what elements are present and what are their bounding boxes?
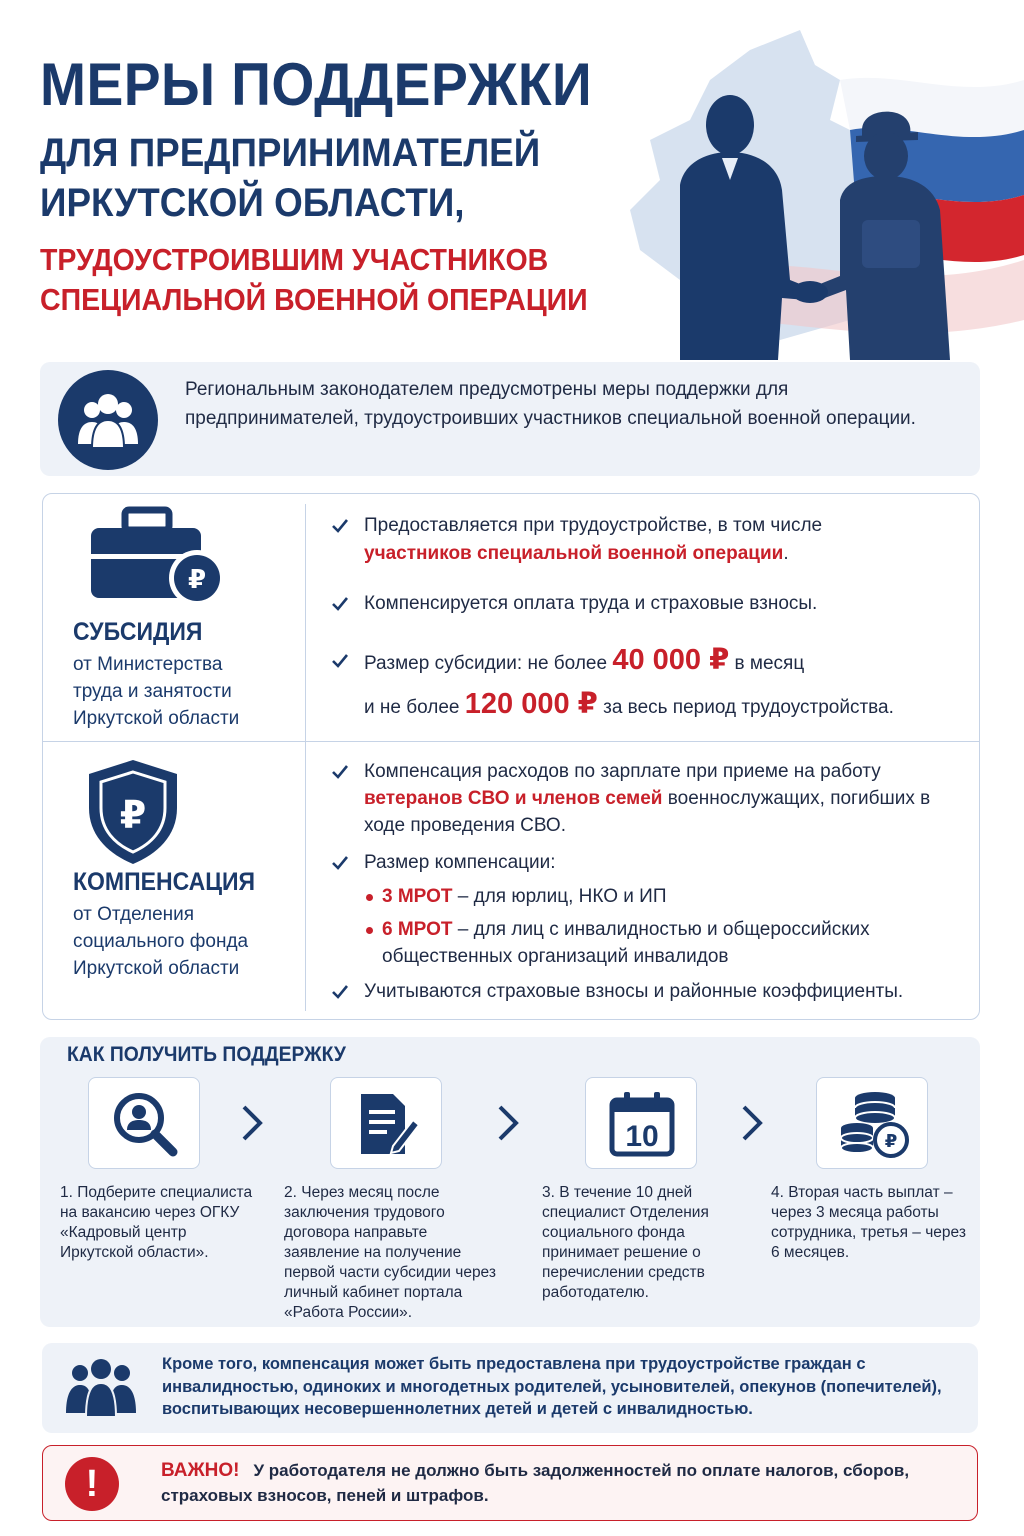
rate-text: – для лиц с инвалидностью и общероссийских общественных организаций инвалидов [382,919,870,967]
compensation-bullets [328,758,968,1006]
people-group-icon [58,370,158,470]
people-group-icon [64,1357,138,1419]
support-measures-card [42,493,980,1020]
how-to-title: КАК ПОЛУЧИТЬ ПОДДЕРЖКУ [67,1043,346,1066]
subtitle-line-1: ТРУДОУСТРОИВШИМ УЧАСТНИКОВ [40,242,549,277]
compensation-label [73,868,303,982]
subsidy-monthly-amount: 40 000 ₽ [612,644,730,676]
important-text [161,1458,961,1508]
step-number: 3. [542,1184,555,1201]
compensation-source-line: Иркутской области [73,958,240,979]
bullet-text: Учитываются страховые взносы и районные коэффициенты. [364,981,904,1002]
title-block [40,50,660,320]
rate-highlight: 3 МРОТ [382,886,453,907]
main-title: МЕРЫ ПОДДЕРЖКИ [40,51,593,118]
subsidy-bullet-2 [328,590,968,618]
bullet-highlight: участников специальной военной операции [364,543,784,564]
compensation-title: КОМПЕНСАЦИЯ [73,868,256,896]
step-1-icon-box [88,1077,200,1169]
bullet-text: Компенсация расходов по зарплате при приеме на работу [364,761,881,782]
bullet-text: и не более [364,697,460,718]
important-message: У работодателя не должно быть задолженностей по оплате налогов, сборов, страховых взносов, пеней и штрафов. [161,1461,910,1505]
bullet-text: за весь период трудоустройства. [603,697,894,718]
row-divider [43,741,979,742]
compensation-bullet-2 [328,849,968,877]
compensation-bullet-1 [328,758,968,839]
step-3-icon-box [585,1077,697,1169]
calendar-day: 10 [625,1120,659,1153]
compensation-source-line: от Отделения [73,904,195,925]
step-description: Через месяц после заключения трудового договора направьте заявление на получение первой части субсидии через личный кабинет портала «Работа России». [284,1184,496,1321]
subsidy-bullets [328,512,968,728]
checkmark-icon [330,982,350,1002]
subsidy-source-line: Иркутской области [73,708,240,729]
step-description: Подберите специалиста на вакансию через ОГКУ «Кадровый центр Иркутской области». [60,1184,253,1261]
checkmark-icon [330,516,350,536]
compensation-source-line: социального фонда [73,931,249,952]
bullet-highlight: ветеранов СВО и членов семей [364,788,663,809]
calendar-icon [608,1090,676,1158]
step-4-icon-box [816,1077,928,1169]
step-3-text [542,1183,738,1303]
svg-text:₽: ₽ [187,565,207,595]
intro-panel [40,362,980,476]
shield-ruble-icon [83,756,183,868]
column-divider [305,504,306,1011]
title-line-2: ДЛЯ ПРЕДПРИНИМАТЕЛЕЙ [40,131,541,175]
step-number: 4. [771,1184,784,1201]
checkmark-icon [330,853,350,873]
chevron-right-icon [740,1103,764,1143]
header [0,0,1024,360]
step-2-text [284,1183,500,1323]
subsidy-source-line: от Министерства [73,654,223,675]
svg-text:₽: ₽ [884,1131,898,1152]
title-line-3: ИРКУТСКОЙ ОБЛАСТИ, [40,181,465,225]
important-notice [42,1445,978,1521]
rate-highlight: 6 МРОТ [382,919,453,940]
subsidy-total-amount: 120 000 ₽ [464,688,598,720]
checkmark-icon [330,651,350,671]
step-description: Вторая часть выплат – через 3 месяца работы сотрудника, третья – через 6 месяцев. [771,1184,966,1261]
how-to-panel [40,1037,980,1327]
subsidy-bullet-3 [328,640,968,728]
bullet-text: Компенсируется оплата труда и страховые взносы. [364,593,818,614]
compensation-rate-1 [328,883,968,910]
extra-info-panel [42,1343,978,1433]
exclamation-icon: ! [65,1457,119,1511]
search-person-icon [111,1090,179,1158]
chevron-right-icon [240,1103,264,1143]
extra-info-text: Кроме того, компенсация может быть предоставлена при трудоустройстве граждан с инвалидностью, одиноких и многодетных родителей, усыновителей, опекунов (попечителей), воспитывающих несовершеннолетних детей и детей с инвалидностью. [162,1355,942,1418]
checkmark-icon [330,594,350,614]
intro-text: Региональным законодателем предусмотрены меры поддержки для предпринимателей, трудоустроивших участников специальной военной операции. [185,379,916,429]
checkmark-icon [330,762,350,782]
bullet-dot [366,894,373,901]
step-number: 1. [60,1184,73,1201]
rate-text: – для юрлиц, НКО и ИП [457,886,667,907]
handshake [792,281,828,303]
subsidy-bullet-1 [328,512,968,568]
compensation-bullet-3 [328,978,968,1006]
bullet-text: . [783,543,789,564]
bullet-text: Размер компенсации: [364,852,556,873]
subsidy-title: СУБСИДИЯ [73,618,203,646]
compensation-rate-2 [328,916,968,970]
important-label: ВАЖНО! [161,1460,240,1481]
step-4-text [771,1183,967,1263]
svg-text:₽: ₽ [119,793,147,837]
handshake-illustration [600,20,1024,360]
chevron-right-icon [496,1103,520,1143]
step-2-icon-box [330,1077,442,1169]
step-description: В течение 10 дней специалист Отделения социального фонда принимает решение о перечислении средств работодателю. [542,1184,709,1301]
briefcase-ruble-icon [87,506,227,611]
subsidy-source [73,651,303,732]
bullet-text: военнослужащих, погибших в ходе проведения СВО. [364,788,931,836]
bullet-text: Предоставляется при трудоустройстве, в том числе [364,515,823,536]
subsidy-label [73,618,303,732]
bullet-text: Размер субсидии: не более [364,653,608,674]
bullet-text: в месяц [734,653,805,674]
document-pen-icon [353,1090,421,1158]
subtitle-line-2: СПЕЦИАЛЬНОЙ ВОЕННОЙ ОПЕРАЦИИ [40,282,588,317]
coins-ruble-icon [839,1090,911,1158]
subsidy-source-line: труда и занятости [73,681,232,702]
bullet-dot [366,927,373,934]
compensation-source [73,901,303,982]
step-1-text [60,1183,260,1263]
step-number: 2. [284,1184,297,1201]
